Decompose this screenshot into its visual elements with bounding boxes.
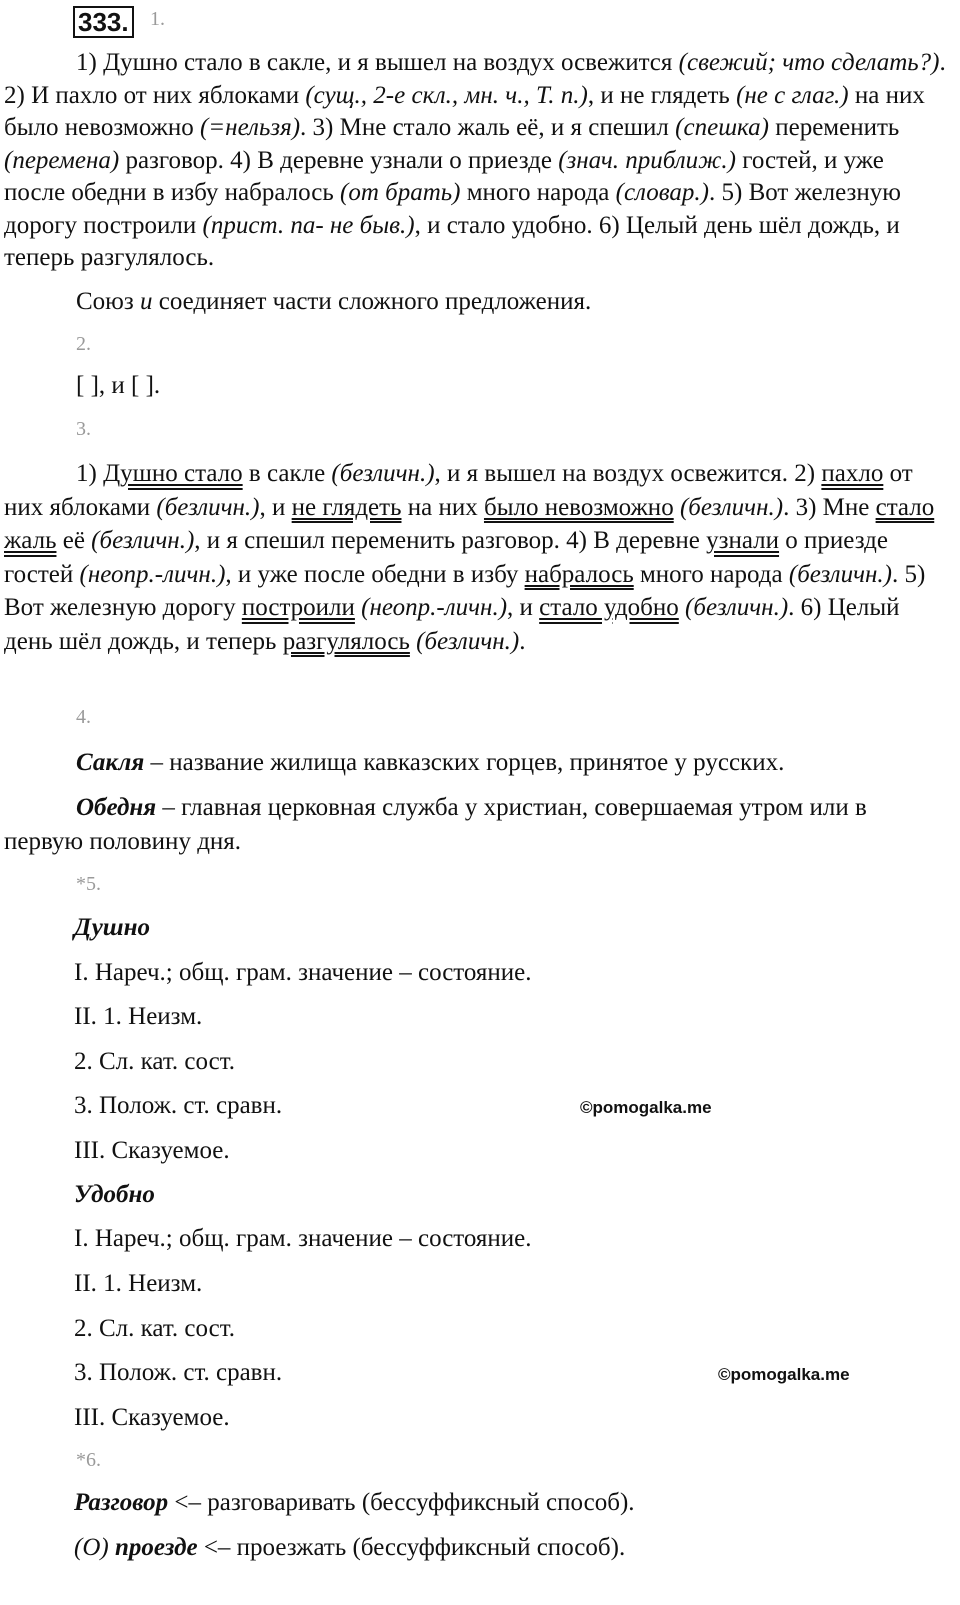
task-label-4: 4. [76, 706, 91, 728]
t1-note9: (словар.) [615, 179, 710, 206]
t3-l: много народа [633, 560, 789, 588]
d2-term: проезде [114, 1534, 198, 1561]
t3-h: её [56, 527, 92, 554]
t1-s5: . 3) Мне стало жаль её, и я спешил [300, 114, 676, 141]
t3-note3: (безличн.) [679, 493, 784, 521]
t3-b: в сакле [242, 460, 332, 487]
t3-pred5: стало жаль [4, 493, 935, 554]
task-label-6: *6. [76, 1449, 101, 1471]
note-post: соединяет части сложного предложения. [152, 288, 592, 315]
t3-d: от них яблоками [4, 460, 913, 521]
task1-note [76, 286, 591, 318]
t1-note10: (прист. па- не быв.) [202, 211, 415, 239]
task-label-5: *5. [76, 873, 101, 895]
t1-note3: (не с глаг.) [736, 81, 849, 109]
t3-c: , и я вышел на воздух освежится. 2) [434, 460, 822, 487]
note-pre: Союз [76, 288, 140, 315]
w1-line4: 3. Полож. ст. сравн. [74, 1092, 283, 1119]
t3-k: , и уже после обедни в избу [225, 560, 525, 588]
note-conj: и [139, 288, 153, 315]
t1-note2: (сущ., 2-е скл., мн. ч., Т. п.) [305, 81, 588, 109]
t3-n: , и [507, 594, 540, 621]
t3-m: . 5) Вот железную дорогу [4, 560, 926, 621]
t3-note5: (неопр.-личн.) [79, 560, 226, 588]
t3-pred1: Душно стало [103, 460, 243, 487]
t3-j: о приезде гостей [4, 527, 888, 588]
definition-saklya [4, 746, 948, 780]
task2-scheme: [ ], и [ ]. [76, 372, 161, 399]
t3-pred7: набралось [524, 560, 634, 588]
word-udobno: Удобно [74, 1181, 155, 1208]
task-label-1: 1. [150, 8, 165, 30]
t3-note4: (безличн.) [91, 527, 195, 554]
t3-pred3: не глядеть [291, 493, 402, 521]
t3-pred2: пахло [821, 460, 884, 487]
word-dushno: Душно [74, 914, 151, 941]
t1-s7: разговор. 4) В деревне узнали о приезде [119, 146, 559, 174]
t1-s4: на них было невозможно [4, 81, 925, 141]
t1-note1: (свежий; что сделать?) [678, 49, 940, 76]
t1-note5: (спешка) [675, 114, 769, 141]
w1-line5: III. Сказуемое. [74, 1137, 230, 1164]
t3-i: , и я спешил переменить разговор. 4) В деревне [194, 527, 707, 554]
w2-line4: 3. Полож. ст. сравн. [74, 1359, 283, 1386]
t1-s1: 1) Душно стало в сакле, и я вышел на воздух освежится [76, 49, 679, 76]
t3-p: . [519, 627, 526, 655]
t1-note7: (знач. приближ.) [558, 146, 736, 174]
task3-text [4, 457, 948, 658]
t3-a: 1) [76, 460, 104, 487]
w1-line1: I. Нареч.; общ. грам. значение – состояние. [74, 959, 532, 986]
def2-text: – главная церковная служба у христиан, совершаемая утром или в первую половину дня. [4, 794, 867, 855]
d2-pre: (О) [74, 1534, 115, 1561]
def1-text: – название жилища кавказских горцев, принятое у русских. [144, 749, 785, 776]
w2-line3: 2. Сл. кат. сост. [74, 1315, 236, 1342]
t3-pred10: разгулялось [282, 627, 410, 655]
t3-pred8: построили [241, 594, 355, 621]
t1-s11: , и стало удобно. 6) Целый день шёл дождь, и теперь разгулялось. [4, 211, 900, 271]
t3-pred4: было невозможно [483, 493, 674, 521]
t3-note2: (безличн.) [156, 493, 260, 521]
t1-s10: . 5) Вот железную дорогу построили [4, 179, 901, 239]
t1-note6: (перемена) [4, 146, 120, 174]
t1-s9: много народа [460, 179, 616, 206]
t1-s6: переменить [768, 114, 900, 141]
derivation-1 [74, 1487, 635, 1519]
task-label-2: 2. [76, 333, 91, 355]
t3-o: . 6) Целый день шёл дождь, и теперь [4, 594, 900, 655]
t3-pred6: узнали [706, 527, 780, 554]
t3-note7: (неопр.-личн.) [361, 594, 508, 621]
w2-line1: I. Нареч.; общ. грам. значение – состояние. [74, 1225, 532, 1252]
exercise-number: 333. [73, 6, 134, 38]
t3-note6: (безличн.) [788, 560, 892, 588]
t3-g: . 3) Мне [783, 493, 876, 521]
watermark: ©pomogalka.me [718, 1365, 850, 1384]
d1-word: разговаривать [207, 1489, 356, 1516]
t1-s3: , и не глядеть [587, 81, 737, 109]
w1-line3: 2. Сл. кат. сост. [74, 1048, 236, 1075]
d2-arrow: <– [197, 1534, 237, 1561]
t3-note8: (безличн.) [685, 594, 789, 621]
task-label-3: 3. [76, 418, 91, 440]
d1-arrow: <– [168, 1489, 208, 1516]
t1-s2: . 2) И пахло от них яблоками [4, 49, 946, 109]
derivation-2 [74, 1532, 625, 1564]
t3-note1: (безличн.) [331, 460, 435, 487]
t1-note4: (=нельзя) [199, 114, 301, 141]
t3-pred9: стало удобно [539, 594, 679, 621]
d2-tail: (бессуффиксный способ). [346, 1534, 626, 1561]
definition-obednya [4, 791, 948, 859]
d1-tail: (бессуффиксный способ). [355, 1489, 635, 1516]
t3-f: на них [401, 493, 484, 521]
w2-line2: II. 1. Неизм. [74, 1270, 203, 1297]
def1-term: Сакля [76, 749, 145, 776]
t1-s8: гостей, и уже после обедни в избу набралось [4, 146, 884, 206]
t3-e: , и [259, 493, 292, 521]
d2-word: проезжать [236, 1534, 347, 1561]
task1-text [4, 47, 948, 275]
w1-line2: II. 1. Неизм. [74, 1003, 203, 1030]
t3-note9: (безличн.) [416, 627, 520, 655]
w2-line5: III. Сказуемое. [74, 1404, 230, 1431]
t1-note8: (от брать) [340, 179, 461, 206]
watermark: ©pomogalka.me [580, 1098, 712, 1117]
d1-term: Разговор [74, 1489, 169, 1516]
def2-term: Обедня [76, 794, 157, 821]
